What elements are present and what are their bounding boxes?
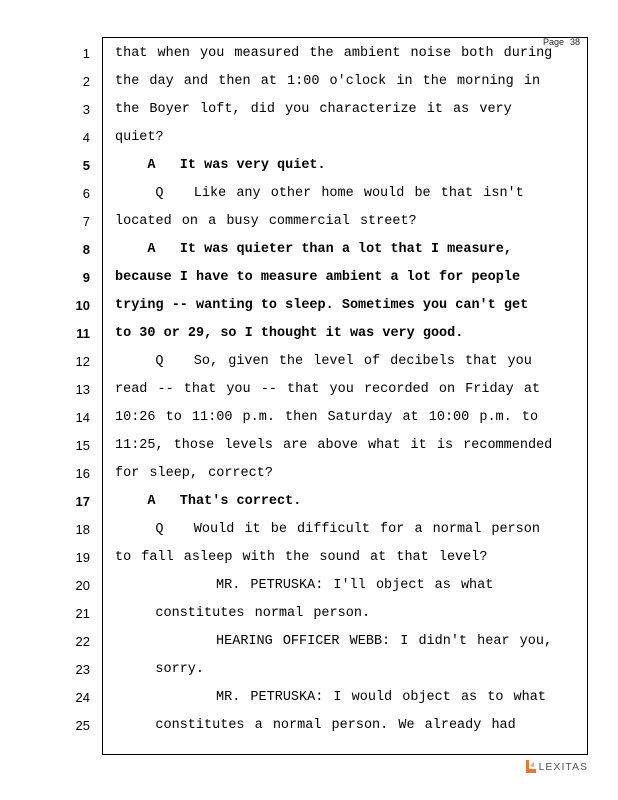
line-text: for sleep, correct? [115, 466, 273, 481]
page-label-text: Page [542, 37, 564, 47]
line-text: MR. PETRUSKA: I would object as to what [115, 690, 546, 705]
line-number: 14 [75, 410, 90, 425]
transcript-line [0, 684, 618, 712]
lexitas-logo-icon [525, 760, 536, 773]
line-number: 24 [75, 690, 90, 705]
transcript-line [0, 656, 618, 684]
line-text: constitutes a normal person. We already had [115, 718, 516, 733]
line-number: 23 [75, 662, 90, 677]
transcript-line [0, 516, 618, 544]
line-number: 2 [82, 74, 90, 89]
line-number: 3 [82, 102, 90, 117]
line-number: 10 [75, 298, 90, 313]
transcript-line [0, 124, 618, 152]
line-number: 21 [75, 606, 90, 621]
line-text: quiet? [115, 130, 164, 145]
line-number: 1 [82, 46, 90, 61]
line-text: sorry. [115, 662, 205, 677]
lexitas-logo [525, 760, 588, 773]
line-number: 8 [82, 242, 90, 257]
line-text: HEARING OFFICER WEBB: I didn't hear you, [115, 634, 553, 649]
line-text: to fall asleep with the sound at that level? [115, 550, 488, 565]
transcript-line [0, 712, 618, 740]
line-number: 15 [75, 438, 90, 453]
line-text: to 30 or 29, so I thought it was very good. [115, 326, 464, 341]
line-text: the day and then at 1:00 o'clock in the morning in [115, 74, 541, 89]
line-text: A It was quieter than a lot that I measure, [115, 242, 512, 257]
page-number-value: 38 [569, 37, 580, 47]
line-text: Q Like any other home would be that isn't [115, 186, 524, 201]
line-number: 16 [75, 466, 90, 481]
transcript-line [0, 208, 618, 236]
line-text: Q Would it be difficult for a normal person [115, 522, 540, 537]
transcript-line [0, 404, 618, 432]
line-number: 20 [75, 578, 90, 593]
line-number: 13 [75, 382, 90, 397]
line-text: read -- that you -- that you recorded on Friday at [115, 382, 541, 397]
line-number: 11 [76, 326, 90, 341]
line-text: located on a busy commercial street? [115, 214, 417, 229]
line-number: 19 [75, 550, 90, 565]
line-number: 12 [75, 354, 90, 369]
transcript-line [0, 292, 618, 320]
line-text: because I have to measure ambient a lot for people [115, 270, 521, 285]
line-number: 7 [82, 214, 90, 229]
transcript-line [0, 236, 618, 264]
line-number: 22 [75, 634, 90, 649]
line-text: trying -- wanting to sleep. Sometimes you can't get [115, 298, 529, 313]
line-number: 25 [75, 718, 90, 733]
line-number: 9 [82, 270, 90, 285]
line-text: constitutes normal person. [115, 606, 371, 621]
line-text: the Boyer loft, did you characterize it as very [115, 102, 512, 117]
line-number: 17 [75, 494, 90, 509]
line-number: 5 [82, 158, 90, 173]
transcript-line [0, 180, 618, 208]
transcript-line [0, 628, 618, 656]
transcript-line [0, 320, 618, 348]
transcript-line [0, 432, 618, 460]
transcript-line [0, 572, 618, 600]
lexitas-logo-text: LEXITAS [538, 760, 588, 773]
line-text: 11:25, those levels are above what it is recommended [115, 438, 553, 453]
line-text: Q So, given the level of decibels that you [115, 354, 532, 369]
transcript-line [0, 600, 618, 628]
line-text: MR. PETRUSKA: I'll object as what [115, 578, 494, 593]
transcript-line [0, 264, 618, 292]
transcript-line [0, 376, 618, 404]
transcript-line [0, 460, 618, 488]
transcript-line [0, 68, 618, 96]
transcript-line [0, 348, 618, 376]
line-text: A That's correct. [115, 494, 302, 509]
transcript-line [0, 96, 618, 124]
transcript-line [0, 488, 618, 516]
line-number: 4 [82, 130, 90, 145]
transcript-line [0, 544, 618, 572]
line-text: 10:26 to 11:00 p.m. then Saturday at 10:00 p.m. to [115, 410, 539, 425]
line-text: that when you measured the ambient noise both during [115, 46, 553, 61]
transcript-line [0, 40, 618, 68]
line-number: 6 [82, 186, 90, 201]
transcript-line [0, 152, 618, 180]
line-text: A It was very quiet. [115, 158, 326, 173]
line-number: 18 [75, 522, 90, 537]
